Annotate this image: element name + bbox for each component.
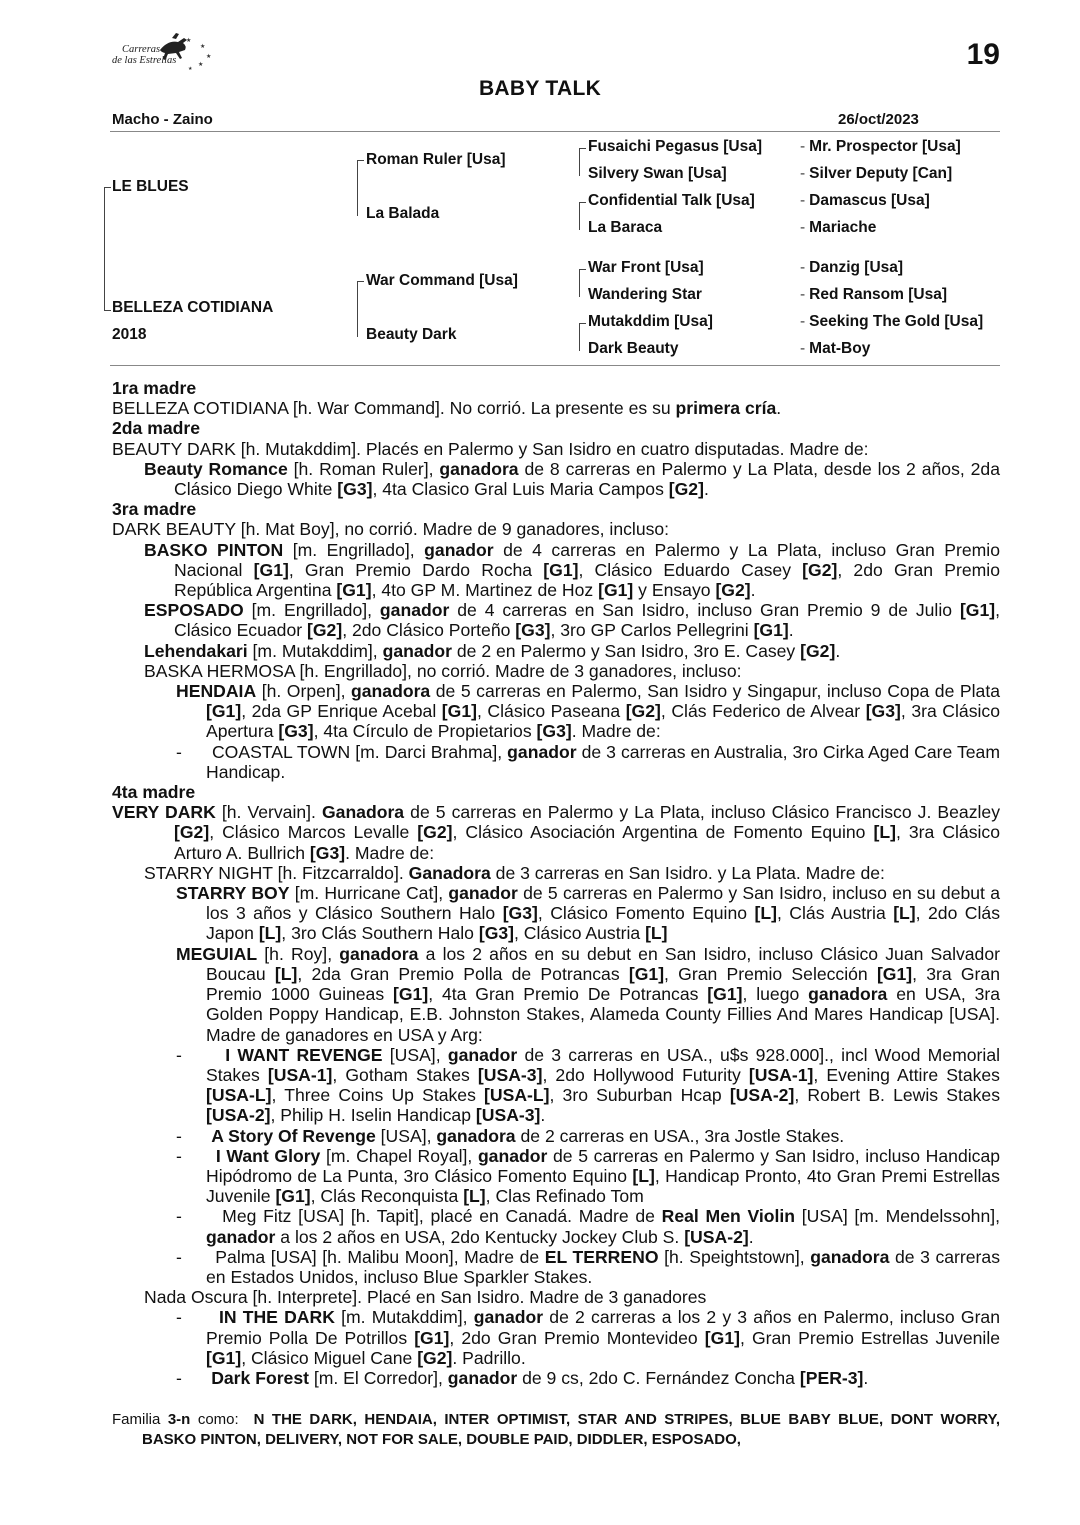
gen4-2: - Silver Deputy [Can] [800,165,953,182]
paragraph: HENDAIA [h. Orpen], ganadora de 5 carreras en Palermo, San Isidro y Singapur, incluso Copa de Plata [G1], 2da GP Enrique Acebal [G1], Clásico Paseana [G2], Clás Federico de Alvear [G3], 3ra Clásico Apertura [G3], 4ta Círculo de Propietarios [G3]. Madre de: [176,681,1001,742]
gen2-3: War Command [Usa] [366,272,518,289]
gen3-7: Mutakddim [Usa] [588,313,713,330]
paragraph: MEGUIAL [h. Roy], ganadora a los 2 años en su debut en San Isidro, incluso Clásico Juan Salvador Boucau [L], 2da Gran Premio Polla de Potrancas [G1], Gran Premio Selección [G1], 3ra Gran Premio 1000 Guineas [G1], 4ta Gran Premio De Potrancas [G1], luego ganadora en USA, 3ra Golden Poppy Handicap, E.B. Johnston Stakes, Alameda County Fillies And Mares Handicap [USA]. Madre de ganadores en USA y Arg: [176,943,1000,1045]
paragraph: BASKA HERMOSA [h. Engrillado], no corrió. Madre de 3 ganadores, incluso: [144,660,742,681]
horse-name-title: BABY TALK [478,77,602,100]
gen4-4: - Mariache [800,219,877,236]
divider-pedigree [110,365,1000,366]
bracket-gen3-c [579,269,586,297]
svg-text:★: ★ [198,62,204,68]
gen3-6: Wandering Star [588,286,702,303]
gen3-1: Fusaichi Pegasus [Usa] [588,138,763,155]
paragraph: - Dark Forest [m. El Corredor], ganador de 9 cs, 2do C. Fernández Concha [PER-3]. [176,1367,869,1388]
paragraph: - Palma [USA] [h. Malibu Moon], Madre de EL TERRENO [h. Speightstown], ganadora de 3 carreras en Estados Unidos, incluso Blue Sparkler Stakes. [176,1246,1001,1287]
page-number: 19 [966,38,1000,71]
gen3-4: La Baraca [588,219,663,236]
sex-color: Macho - Zaino [112,111,213,128]
paragraph: Nada Oscura [h. Interprete]. Placé en San Isidro. Madre de 3 ganadores [144,1287,707,1308]
gen4-8: - Mat-Boy [800,340,871,357]
paragraph: STARRY NIGHT [h. Fitzcarraldo]. Ganadora de 3 carreras en San Isidro. y La Plata. Madre de: [144,862,885,883]
divider-top [110,131,1000,132]
svg-text:★: ★ [186,38,192,44]
family-line: Familia 3-n como: N THE DARK, HENDAIA, INTER OPTIMIST, STAR AND STRIPES, BLUE BABY BLUE, DONT WORRY, BASKO PINTON, DELIVERY, NOT FOR SALE, DOUBLE PAID, DIDDLER, ESPOSADO, [112,1411,1000,1448]
dam: BELLEZA COTIDIANA [112,299,274,316]
svg-text:★: ★ [188,66,193,72]
gen4-5: - Danzig [Usa] [800,259,904,276]
paragraph: - I Want Glory [m. Chapel Royal], ganador de 5 carreras en Palermo y San Isidro, incluso Handicap Hipódromo de La Punta, 3ro Clásico Fomento Equino [L], Handicap Pronto, 4to Gran Premi Estrellas Juvenile [G1], Clás Reconquista [L], Clas Refinado Tom [176,1145,1001,1207]
bracket-gen2-b [357,281,364,337]
gen4-1: - Mr. Prospector [Usa] [800,138,961,155]
paragraph: BELLEZA COTIDIANA [h. War Command]. No corrió. La presente es su primera cría. [112,398,782,419]
paragraph: Lehendakari [m. Mutakddim], ganador de 2 en Palermo y San Isidro, 3ro E. Casey [G2]. [144,640,841,661]
gen4-3: - Damascus [Usa] [800,192,930,209]
paragraph: - IN THE DARK [m. Mutakddim], ganador de 2 carreras a los 2 y 3 años en Palermo, incluso Gran Premio Polla De Potrillos [G1], 2do Gran Premio Montevideo [G1], Gran Premio Estrellas Juvenile [G1], Clásico Miguel Cane [G2]. Padrillo. [176,1307,1001,1368]
paragraph: STARRY BOY [m. Hurricane Cat], ganador de 5 carreras en Palermo y San Isidro, incluso en su debut a los 3 años y Clásico Southern Halo [G3], Clásico Fomento Equino [L], Clás Austria [L], 2do Clás Japon [L], 3ro Clás Southern Halo [G3], Clásico Austria [L] [176,883,1001,944]
logo-line1: Carreras [122,44,161,55]
gen4-6: - Red Ransom [Usa] [800,286,947,303]
paragraph: - COASTAL TOWN [m. Darci Brahma], ganador de 3 carreras en Australia, 3ro Cirka Aged Care Team Handicap. [176,741,1000,782]
family-footer [112,1410,1000,1450]
family-history [112,378,1000,1388]
bracket-gen3-b [579,202,586,230]
paragraph: DARK BEAUTY [h. Mat Boy], no corrió. Madre de 9 ganadores, incluso: [112,519,670,540]
svg-text:★: ★ [206,54,212,60]
gen3-2: Silvery Swan [Usa] [588,165,727,182]
paragraph: - Meg Fitz [USA] [h. Tapit], placé en Canadá. Madre de Real Men Violin [USA] [m. Mendelssohn], ganador a los 2 años en USA, 2do Kentucky Jockey Club S. [USA-2]. [176,1206,1001,1247]
paragraph: BASKO PINTON [m. Engrillado], ganador de 4 carreras en Palermo y La Plata, incluso Gran Premio Nacional [G1], Gran Premio Dardo Rocha [G1], Clásico Eduardo Casey [G2], 2do Gran Premio República Argentina [G1], 4to GP M. Martinez de Hoz [G1] y Ensayo [G2]. [144,539,1000,601]
heading-1ra-madre: 1ra madre [112,378,197,398]
paragraph: - A Story Of Revenge [USA], ganadora de 2 carreras en USA., 3ra Jostle Stakes. [176,1125,845,1146]
bracket-gen2-a [357,160,364,216]
gen4-7: - Seeking The Gold [Usa] [800,313,984,330]
gen2-1: Roman Ruler [Usa] [366,151,506,168]
paragraph: VERY DARK [h. Vervain]. Ganadora de 5 carreras en Palermo y La Plata, incluso Clásico Francisco J. Beazley [G2], Clásico Marcos Levalle [G2], Clásico Asociación Argentina de Fomento Equino [L], 3ra Clásico Arturo A. Bullrich [G3]. Madre de: [112,802,1001,863]
logo [108,28,220,74]
dam-year: 2018 [112,326,147,343]
paragraph: BEAUTY DARK [h. Mutakddim]. Placés en Palermo y San Isidro en cuatro disputadas. Madre de: [112,438,869,459]
gen3-5: War Front [Usa] [588,259,704,276]
svg-text:★: ★ [200,44,206,50]
sire: LE BLUES [112,178,189,195]
bracket-gen1-bottom [104,288,111,311]
paragraph: Beauty Romance [h. Roman Ruler], ganadora de 8 carreras en Palermo y La Plata, desde los 2 años, 2da Clásico Diego White [G3], 4ta Clasico Gral Luis Maria Campos [G2]. [144,458,1000,500]
gen3-3: Confidential Talk [Usa] [588,192,755,209]
gen2-4: Beauty Dark [366,326,457,343]
gen3-8: Dark Beauty [588,340,679,357]
report-date: 26/oct/2023 [838,111,919,128]
paragraph: - I WANT REVENGE [USA], ganador de 3 carreras en USA., u$s 928.000]., incl Wood Memorial Stakes [USA-1], Gotham Stakes [USA-3], 2do Hollywood Futurity [USA-1], Evening Attire Stakes [USA-L], Three Coins Up Stakes [USA-L], 3ro Suburban Hcap [USA-2], Robert B. Lewis Stakes [USA-2], Philip H. Iselin Handicap [USA-3]. [176,1044,1001,1126]
bracket-gen3-a [579,148,586,176]
heading-3ra-madre: 3ra madre [112,499,197,520]
gen2-2: La Balada [366,205,440,222]
bracket-gen3-d [579,323,586,351]
heading-4ta-madre: 4ta madre [112,782,196,803]
heading-2da-madre: 2da madre [112,418,201,439]
logo-line2: de las Estrellas [112,55,177,66]
paragraph: ESPOSADO [m. Engrillado], ganador de 4 carreras en San Isidro, incluso Gran Premio 9 de Julio [G1], Clásico Ecuador [G2], 2do Clásico Porteño [G3], 3ro GP Carlos Pellegrini [G1]. [144,600,1001,641]
